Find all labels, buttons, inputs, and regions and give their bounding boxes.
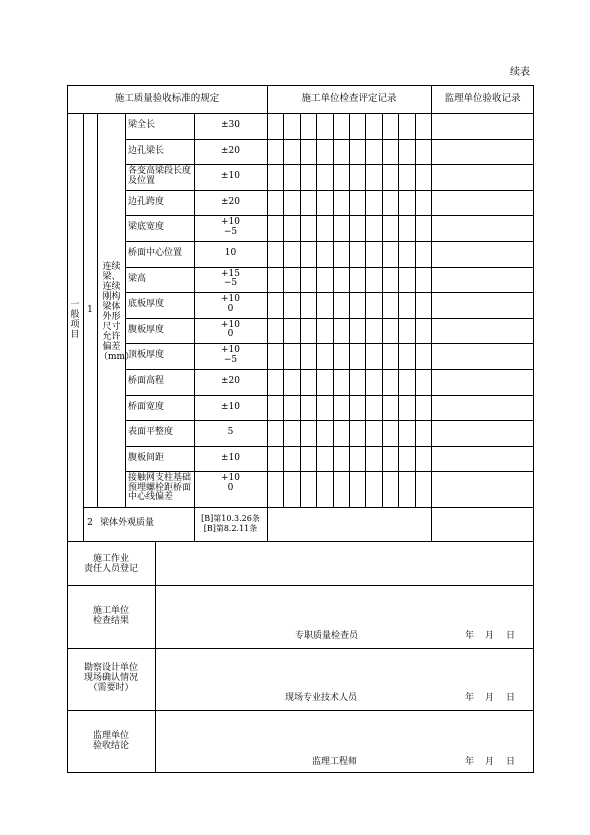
header-supervision-record: 监理单位验收记录: [444, 93, 521, 104]
row-name: 腹板厚度: [128, 324, 165, 335]
row-divider: [125, 395, 534, 396]
design-year: 年: [465, 693, 475, 703]
supervision-signer: 监理工程师: [312, 757, 358, 767]
supervision-year: 年: [465, 757, 475, 767]
check-cell-divider: [283, 113, 284, 507]
check-cell-divider: [333, 113, 334, 507]
design-month: 月: [485, 693, 495, 703]
item2-bottom-line: [67, 541, 534, 542]
row-tolerance: 10: [224, 248, 237, 258]
construction-month: 月: [485, 631, 495, 641]
supervision-conclusion-label: 监理单位 验收结论: [92, 731, 129, 751]
footer-line-2: [67, 648, 534, 649]
row-divider: [125, 241, 534, 242]
check-cell-divider: [316, 113, 317, 507]
row-divider: [125, 318, 534, 319]
row-tolerance: 5: [227, 427, 234, 438]
category-label: 一 般 项 目: [70, 300, 80, 340]
register-label: 施工作业 责任人员登记: [83, 554, 138, 574]
check-cell-divider: [398, 113, 399, 507]
row-tolerance: ±10: [221, 171, 240, 182]
supervision-day: 日: [506, 757, 516, 767]
footer-col-divider: [155, 541, 156, 773]
check-cell-divider: [365, 113, 366, 507]
row-divider: [125, 471, 534, 472]
check-cell-divider: [349, 113, 350, 507]
row-tolerance: ±20: [221, 145, 240, 156]
construction-year: 年: [465, 631, 475, 641]
row-tolerance: ±20: [221, 376, 240, 386]
row-tolerance: +10 −5: [221, 217, 240, 237]
row-divider: [125, 139, 534, 140]
footer-line-3: [67, 710, 534, 711]
item-number-1: 1: [87, 305, 93, 315]
check-cell-divider: [382, 113, 383, 507]
construction-signer: 专职质量检查员: [295, 631, 359, 641]
row-name: 腹板间距: [128, 452, 165, 463]
item2-top-line: [83, 507, 534, 508]
row-tolerance: ±20: [221, 196, 240, 207]
item2-reference: [B]第10.3.26条 [B]第8.2.11条: [201, 514, 260, 533]
row-name: 表面平整度: [128, 427, 174, 438]
supervision-month: 月: [485, 757, 495, 767]
row-divider: [125, 420, 534, 421]
item2-name: 梁体外观质量: [100, 518, 155, 528]
row-name: 顶板厚度: [128, 350, 165, 361]
row-name: 梁高: [128, 273, 147, 284]
construction-day: 日: [506, 631, 516, 641]
row-divider: [125, 267, 534, 268]
row-name: 边孔梁长: [128, 145, 165, 156]
row-tolerance: ±10: [221, 452, 240, 463]
row-name: 桥面中心位置: [128, 248, 183, 258]
group-col-divider: [125, 113, 126, 507]
row-name: 接触网支柱基础预埋螺栓距桥面中心线偏差: [128, 473, 192, 503]
row-name: 底板厚度: [128, 299, 165, 310]
item-group-label: 连续梁、连续刚构梁体外形尺寸允许偏差（mm）: [99, 262, 135, 362]
row-divider: [125, 164, 534, 165]
continued-label: 续表: [510, 67, 530, 78]
item-number-2: 2: [87, 518, 93, 528]
construction-result-label: 施工单位 检查结果: [92, 606, 129, 626]
design-signer: 现场专业技术人员: [285, 693, 358, 703]
row-divider: [125, 446, 534, 447]
row-tolerance: ±30: [221, 120, 240, 130]
itemno-col-divider: [97, 113, 98, 507]
check-cell-divider: [415, 113, 416, 507]
header-standard: 施工质量验收标准的规定: [114, 93, 220, 104]
row-name: 梁全长: [128, 120, 156, 130]
row-tolerance: +10 0: [221, 319, 240, 340]
row-name: 桥面宽度: [128, 401, 165, 412]
row-tolerance: +10 0: [221, 473, 240, 493]
row-divider: [125, 369, 534, 370]
design-day: 日: [506, 693, 516, 703]
col-divider-1: [267, 85, 268, 541]
row-tolerance: +10 −5: [221, 345, 240, 365]
row-divider: [125, 215, 534, 216]
header-construction-record: 施工单位检查评定记录: [301, 93, 397, 104]
row-tolerance: +15 −5: [221, 268, 240, 289]
check-cell-divider: [300, 113, 301, 507]
row-name: 梁底宽度: [128, 222, 165, 233]
row-tolerance: +10 0: [221, 294, 240, 314]
footer-line-1: [67, 585, 534, 586]
row-divider: [125, 343, 534, 344]
row-name: 各变高梁段长度及位置: [128, 166, 192, 186]
design-confirmation-label: 勘察设计单位 现场确认情况 （需要时）: [83, 663, 138, 693]
row-tolerance: ±10: [221, 401, 240, 412]
row-divider: [125, 292, 534, 293]
row-divider: [125, 190, 534, 191]
row-name: 边孔跨度: [128, 196, 165, 207]
col-divider-2: [431, 85, 432, 541]
category-col-divider: [83, 113, 84, 541]
row-name: 桥面高程: [128, 376, 165, 386]
